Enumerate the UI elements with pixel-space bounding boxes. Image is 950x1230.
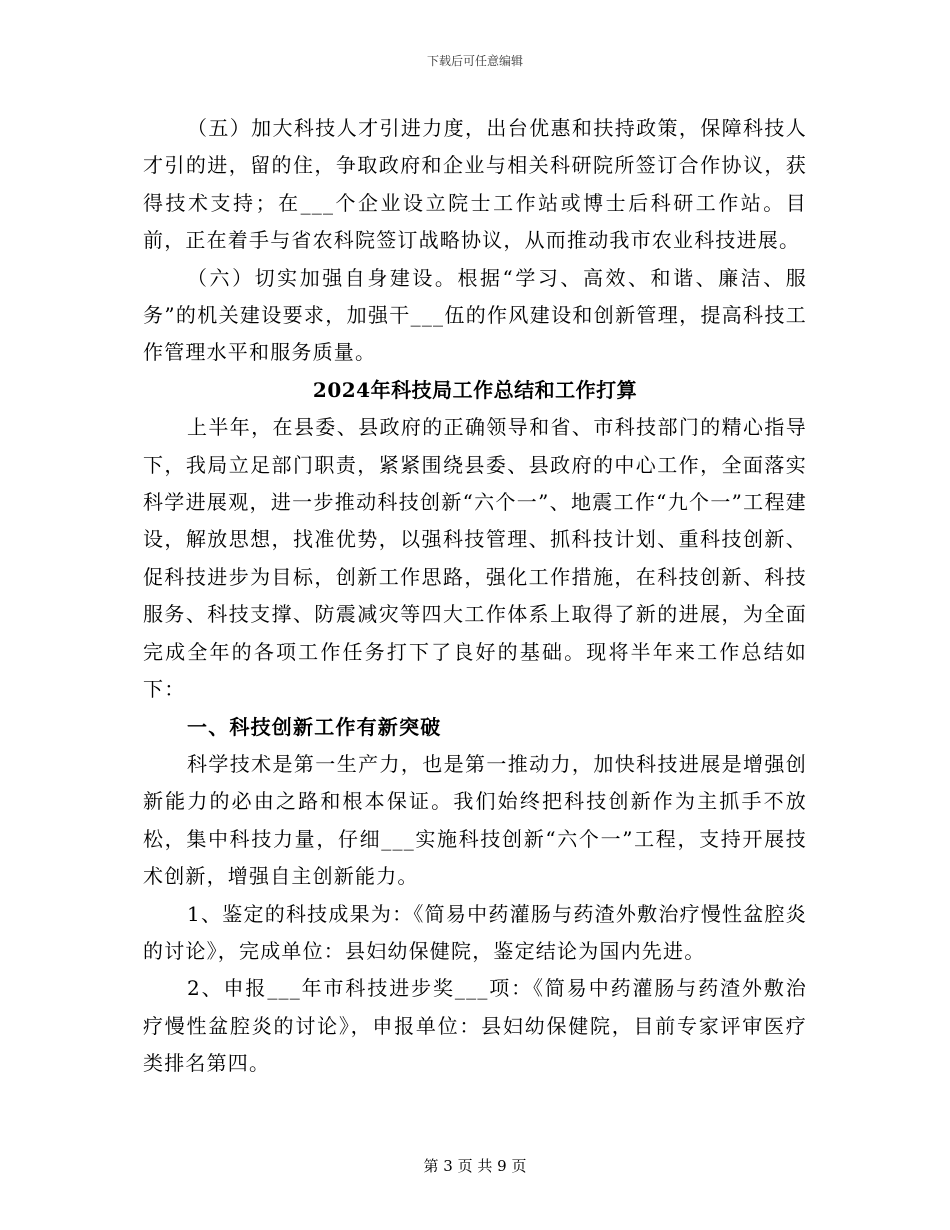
list-item-achievement: 1、鉴定的科技成果为：《简易中药灌肠与药渣外敷治疗慢性盆腔炎的讨论》，完成单位：县妇幼保健院，鉴定结论为国内先进。 (143, 901, 807, 963)
paragraph-five: （五）加大科技人才引进力度，出台优惠和扶持政策，保障科技人才引的进，留的住，争取政府和企业与相关科研院所签订合作协议，获得技术支持；在___个企业设立院士工作站或博士后科研工作站。目前，正在着手与省农科院签订战略协议，从而推动我市农业科技进展。 (143, 116, 807, 253)
page-header: 下载后可任意编辑 (426, 54, 523, 68)
document-body (143, 110, 807, 1083)
list-item-award: 2、申报___年市科技进步奖___项：《简易中药灌肠与药渣外敷治疗慢性盆腔炎的讨论》，申报单位：县妇幼保健院，目前专家评审医疗类排名第四。 (143, 976, 807, 1076)
section-body-paragraph: 科学技术是第一生产力，也是第一推动力，加快科技进展是增强创新能力的必由之路和根本保证。我们始终把科技创新作为主抓手不放松，集中科技力量，仔细___实施科技创新“六个一”工程，支持开展技术创新，增强自主创新能力。 (143, 751, 807, 889)
page-footer: 第 3 页 共 9 页 (423, 1157, 527, 1175)
document-title: 2024年科技局工作总结和工作打算 (312, 377, 638, 402)
paragraph-six: （六）切实加强自身建设。根据“学习、高效、和谐、廉洁、服务”的机关建设要求，加强干___伍的作风建设和创新管理，提高科技工作管理水平和服务质量。 (143, 265, 807, 365)
intro-paragraph: 上半年，在县委、县政府的正确领导和省、市科技部门的精心指导下，我局立足部门职责，紧紧围绕县委、县政府的中心工作，全面落实科学进展观，进一步推动科技创新“六个一”、地震工作“九个一”工程建设，解放思想，找准优势，以强科技管理、抓科技计划、重科技创新、促科技进步为目标，创新工作思路，强化工作措施，在科技创新、科技服务、科技支撑、防震减灾等四大工作体系上取得了新的进展，为全面完成全年的各项工作任务打下了良好的基础。现将半年来工作总结如下： (143, 415, 807, 702)
section-heading: 一、科技创新工作有新突破 (187, 714, 442, 739)
